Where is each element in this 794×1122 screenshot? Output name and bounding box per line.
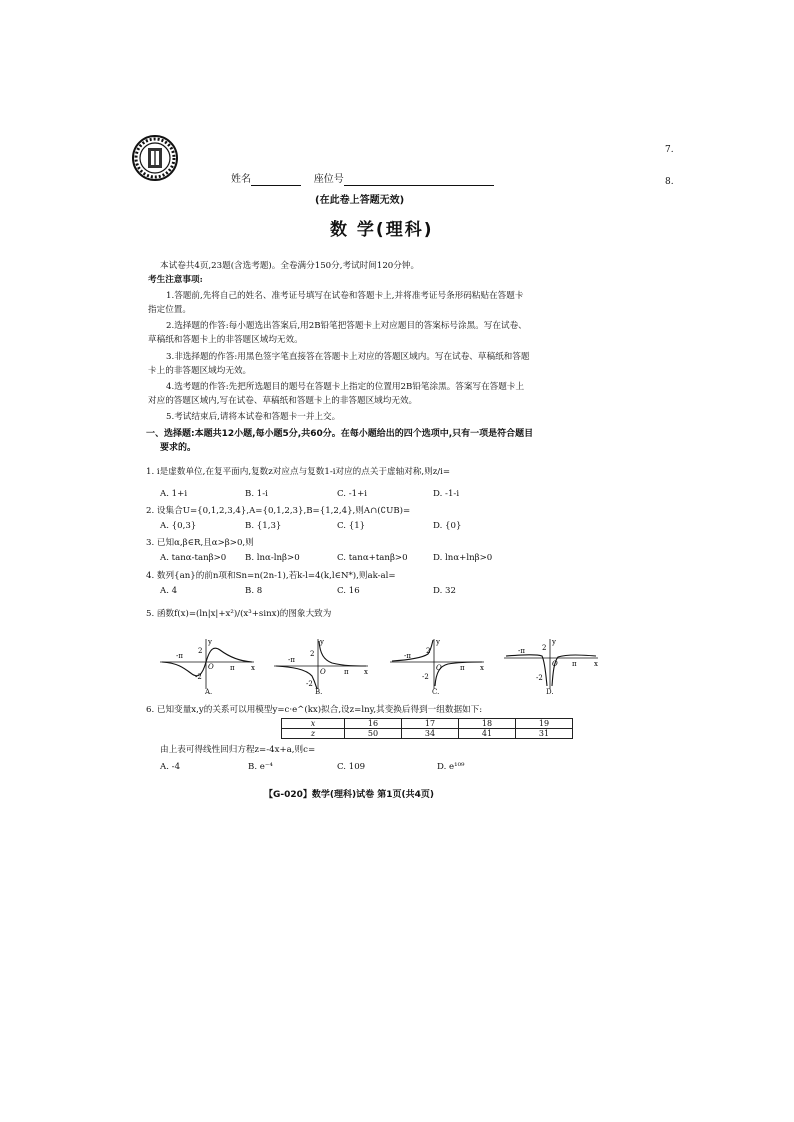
graph-c [388,636,488,691]
table-row [282,719,573,729]
graph-b-origin: O [320,668,326,676]
name-label: 姓名 [231,174,251,185]
graph-a-neg-two: -2 [195,673,202,681]
note-line: 卡上的非答题区域均无效。 [148,366,252,376]
question-5-stem: 5. 函数f(x)=(ln|x|+x²)/(x³+sinx)的图象大致为 [146,609,332,619]
graph-a-origin: O [208,663,214,671]
q3-option-a: A. tanα-tanβ>0 [160,553,227,563]
side-number-7: 7. [665,145,674,155]
graph-c-two: 2 [426,647,431,655]
section-heading: 一、选择题:本题共12小题,每小题5分,共60分。在每小题给出的四个选项中,只有一项是符合题目 [146,429,534,439]
note-line: 草稿纸和答题卡上的非答题区域均无效。 [148,335,303,345]
graph-c-y-label: y [436,638,440,646]
question-2-stem: 2. 设集合U={0,1,2,3,4},A={0,1,2,3},B={1,2,4},则A∩(∁UB)= [146,506,411,516]
seat-label: 座位号 [313,174,344,185]
q2-option-c: C. {1} [337,521,366,531]
note-line: 4.选考题的作答:先把所选题目的题号在答题卡上指定的位置用2B铅笔涂黑。答案写在答题卡上 [166,382,525,392]
q6-option-d: D. e¹⁰⁹ [437,762,465,772]
graph-d-label: D. [546,688,554,696]
graph-a-x-label: x [251,664,255,672]
q6-option-a: A. -4 [160,762,181,772]
data-table [281,718,573,739]
graph-d-y-label: y [552,638,556,646]
graph-a-pi: π [230,664,235,672]
graph-a-label: A. [205,688,213,696]
graph-b-y-label: y [320,638,324,646]
page-title: 数 学(理科) [330,220,434,240]
note-line: 3.非选择题的作答:用黑色签字笔直接答在答题卡上对应的答题区域内。写在试卷、草稿纸和答题 [166,352,530,362]
question-6-stem: 6. 已知变量x,y的关系可以用模型y=c·e^(kx)拟合,设z=lny,其变换后得到一组数据如下: [146,705,483,715]
graph-d-two: 2 [542,644,547,652]
table-cell: 16 [345,719,402,729]
question-3-stem: 3. 已知α,β∈R,且α>β>0,则 [146,538,254,548]
q2-option-b: B. {1,3} [245,521,282,531]
graph-b-neg-pi: -π [288,656,295,664]
graph-b-neg-two: -2 [306,680,313,688]
table-cell: 34 [402,729,459,739]
page-footer: 【G-020】数学(理科)试卷 第1页(共4页) [264,790,435,800]
q2-option-d: D. {0} [433,521,462,531]
table-cell: 17 [402,719,459,729]
q2-option-a: A. {0,3} [160,521,197,531]
q3-option-c: C. tanα+tanβ>0 [337,553,408,563]
graph-b-label: B. [315,688,323,696]
school-seal-logo [131,134,179,182]
intro-text: 本试卷共4页,23题(含选考题)。全卷满分150分,考试时间120分钟。 [160,261,420,271]
graph-c-neg-pi: -π [404,652,411,660]
graph-c-x-label: x [480,664,484,672]
note-line: 2.选择题的作答:每小题选出答案后,用2B铅笔把答题卡上对应题目的答案标号涂黑。写在试卷、 [166,321,527,331]
graph-d-x-label: x [594,660,598,668]
question-1-stem: 1. i是虚数单位,在复平面内,复数z对应点与复数1-i对应的点关于虚轴对称,则z/i= [146,467,451,477]
graph-a [158,636,258,691]
q3-option-d: D. lnα+lnβ>0 [433,553,493,563]
q6-option-b: B. e⁻⁴ [248,762,273,772]
graph-c-origin: O [436,664,442,672]
table-row [282,729,573,739]
table-cell: 18 [459,719,516,729]
side-number-8: 8. [665,177,674,187]
q4-option-d: D. 32 [433,586,456,596]
invalid-answer-note: (在此卷上答题无效) [315,195,405,206]
q6-option-c: C. 109 [337,762,366,772]
graph-c-pi: π [460,664,465,672]
graph-b-pi: π [344,668,349,676]
q3-option-b: B. lnα-lnβ>0 [245,553,300,563]
q4-option-c: C. 16 [337,586,360,596]
notes-title: 考生注意事项: [148,275,203,285]
q4-option-a: A. 4 [160,586,178,596]
table-cell: 50 [345,729,402,739]
graph-b-two: 2 [310,650,315,658]
note-line: 5.考试结束后,请将本试卷和答题卡一并上交。 [166,412,341,422]
q6-tail-text: 由上表可得线性回归方程z=-4x+a,则c= [160,745,316,755]
graph-c-neg-two: -2 [422,673,429,681]
note-line: 对应的答题区域内,写在试卷、草稿纸和答题卡上的非答题区域均无效。 [148,396,418,406]
table-cell: 31 [516,729,573,739]
note-line: 指定位置。 [148,305,191,315]
table-cell: 41 [459,729,516,739]
graph-d [502,636,602,691]
q1-option-d: D. -1-i [433,489,460,499]
table-header-x: x [282,719,345,729]
q1-option-a: A. 1+i [160,489,188,499]
graph-b-x-label: x [364,668,368,676]
section-heading-cont: 要求的。 [160,443,197,453]
graph-a-two: 2 [198,647,203,655]
table-cell: 19 [516,719,573,729]
graph-a-neg-pi: -π [176,652,183,660]
question-4-stem: 4. 数列{an}的前n项和Sn=n(2n-1),若k-l=4(k,l∈N*),则ak-al= [146,571,396,581]
graph-d-neg-pi: -π [518,647,525,655]
graph-a-y-label: y [208,638,212,646]
graph-d-neg-two: -2 [536,674,543,682]
graph-b [272,636,372,691]
graph-d-origin: O [552,660,558,668]
table-header-z: z [282,729,345,739]
q1-option-c: C. -1+i [337,489,368,499]
note-line: 1.答题前,先将自己的姓名、准考证号填写在试卷和答题卡上,并将准考证号条形码粘贴在答题卡 [166,291,524,301]
name-field[interactable] [231,174,494,186]
graph-c-label: C. [432,688,440,696]
q4-option-b: B. 8 [245,586,263,596]
graph-d-pi: π [572,660,577,668]
q1-option-b: B. 1-i [245,489,268,499]
